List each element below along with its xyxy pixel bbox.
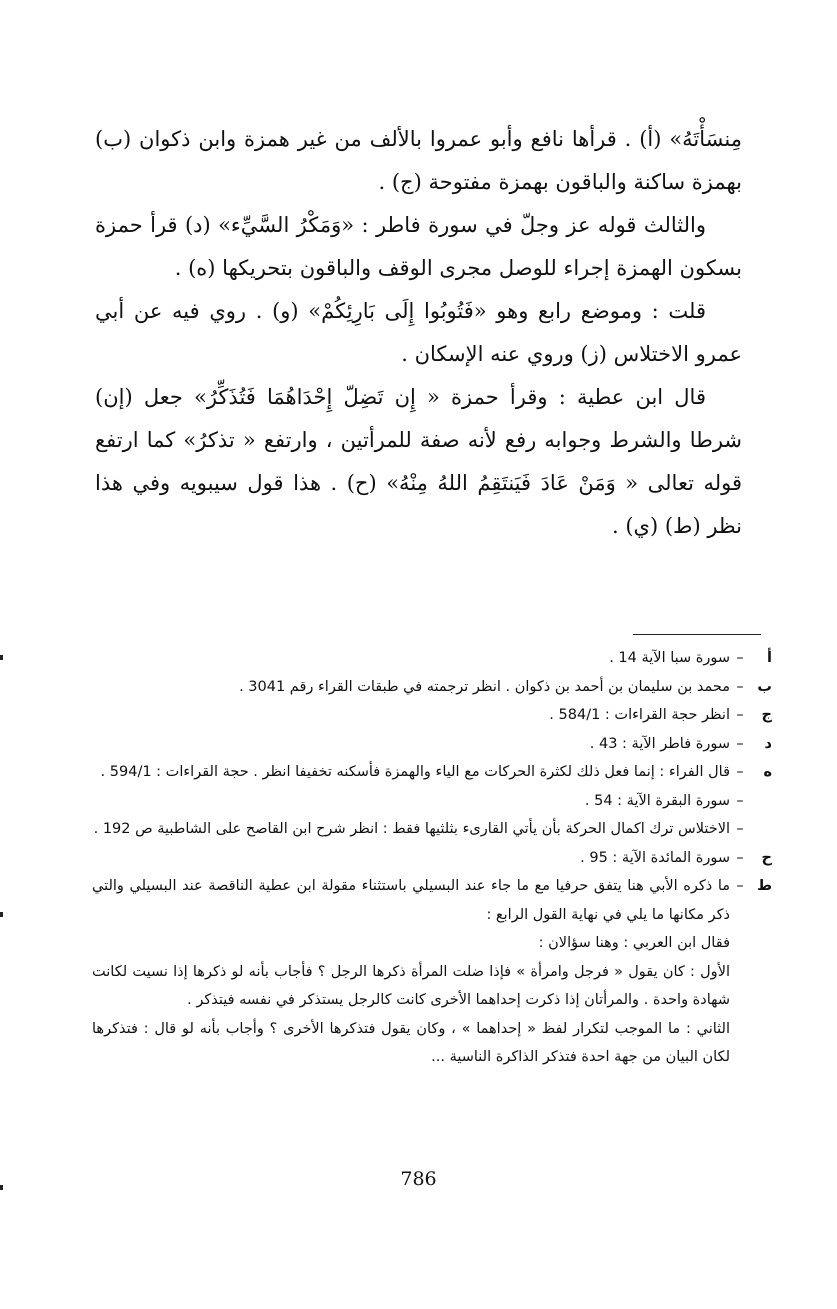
scan-edge-mark	[0, 1185, 3, 1190]
footnotes-section	[92, 644, 772, 1072]
footnote-dash: –	[736, 650, 744, 666]
footnote-dash: –	[736, 849, 744, 866]
footnote-key: ط	[756, 878, 772, 894]
footnote-text: ما ذكره الأبي هنا يتفق حرفيا مع ما جاء عند البسيلي باستثناء مقولة ابن عطية الناقصة عند البسيلي والتي ذكر مكانها ما يلي في نهاية القول الرابع :	[92, 878, 730, 923]
footnote-text: انظر حجة القراءات : 584/1 .	[549, 707, 730, 723]
footnote-text: سورة فاطر الآية : 43 .	[589, 735, 730, 752]
paragraph: قلت : وموضع رابع وهو «فَتُوبُوا إِلَى بَارِئِكُمْ» (و) . روي فيه عن أبي عمرو الاختلاس (ز) وروي عنه الإسكان .	[95, 299, 742, 366]
footnote-text: محمد بن سليمان بن أحمد بن ذكوان . انظر ترجمته في طبقات القراء رقم 3041 .	[239, 678, 730, 695]
footnote-dash: –	[736, 678, 744, 695]
footnote-item	[92, 787, 772, 816]
footnote-continuation: الثاني : ما الموجب لتكرار لفظ « إحداهما » ، وكان يقول فتذكرها الأخرى ؟ وأجاب بأنه لو قال : فتذكرها لكان البيان من جهة احدة فتذكر الذاكرة الناسية ...	[92, 1020, 730, 1065]
footnote-item	[92, 644, 772, 673]
footnote-separator	[633, 634, 761, 635]
footnote-dash: –	[736, 735, 744, 752]
footnote-key: د	[764, 735, 772, 752]
footnote-key: ح	[761, 849, 772, 866]
page-number: 786	[400, 1168, 437, 1190]
scan-edge-mark	[0, 912, 3, 917]
footnote-text: سورة المائدة الآية : 95 .	[580, 849, 730, 866]
footnote-item	[92, 701, 772, 730]
footnote-dash: –	[736, 764, 744, 780]
footnote-text: سورة سبا الآية 14 .	[609, 650, 730, 666]
footnote-item	[92, 815, 772, 844]
footnote-dash: –	[736, 792, 744, 809]
paragraph: مِنسَأْتَهُ» (أ) . قرأها نافع وأبو عمروا بالألف من غير همزة وابن ذكوان (ب) بهمزة ساكنة والباقون بهمزة مفتوحة (ج) .	[95, 127, 742, 194]
paragraph: والثالث قوله عز وجلّ في سورة فاطر : «وَمَكْرُ السَّيِّء» (د) قرأ حمزة بسكون الهمزة إجراء للوصل مجرى الوقف والباقون بتحريكها (ه) .	[95, 213, 742, 280]
footnote-item	[92, 872, 772, 929]
footnote-dash: –	[736, 878, 744, 894]
footnote-key: ب	[757, 678, 772, 695]
footnote-text: قال الفراء : إنما فعل ذلك لكثرة الحركات مع الياء والهمزة فأسكنه تخفيفا انظر . حجة القراءات : 594/1 .	[100, 764, 730, 780]
footnote-item	[92, 673, 772, 702]
footnote-continuation: الأول : كان يقول « فرجل وامرأة » فإذا ضلت المرأة ذكرها الرجل ؟ فأجاب بأنه لو ذكرها إذا نسيت لكانت شهادة واحدة . والمرأتان إذا ذكرت إحداهما الأخرى كانت كالرجل يستذكر في نفسه فيتذكر .	[92, 963, 730, 1008]
footnote-text: الاختلاس ترك اكمال الحركة بأن يأتي القارىء بثلثيها فقط : انظر شرح ابن القاصح على الشاطبية ص 192 .	[93, 821, 730, 837]
footnote-continuation: فقال ابن العربي : وهنا سؤالان :	[538, 935, 730, 951]
scan-edge-mark	[0, 655, 3, 660]
main-text-body	[95, 118, 742, 548]
footnote-dash: –	[736, 821, 744, 837]
footnote-key: ج	[761, 707, 772, 723]
footnote-dash: –	[736, 707, 744, 723]
footnote-text: سورة البقرة الآية : 54 .	[584, 792, 730, 809]
footnote-item	[92, 758, 772, 787]
footnote-item	[92, 730, 772, 759]
footnote-key: أ	[767, 650, 772, 666]
paragraph: قال ابن عطية : وقرأ حمزة « إِن تَضِلّ إِحْدَاهُمَا فَتُذَكِّرُ» جعل (إن) شرطا والشرط وجوابه رفع لأنه صفة للمرأتين ، وارتفع « تذكرُ» كما ارتفع قوله تعالى « وَمَنْ عَادَ فَيَنتَقِمُ اللهُ مِنْهُ» (ح) . هذا قول سيبويه وفي هذا نظر (ط) (ي) .	[95, 385, 742, 538]
footnote-item	[92, 844, 772, 873]
footnote-key: ه	[763, 764, 772, 780]
